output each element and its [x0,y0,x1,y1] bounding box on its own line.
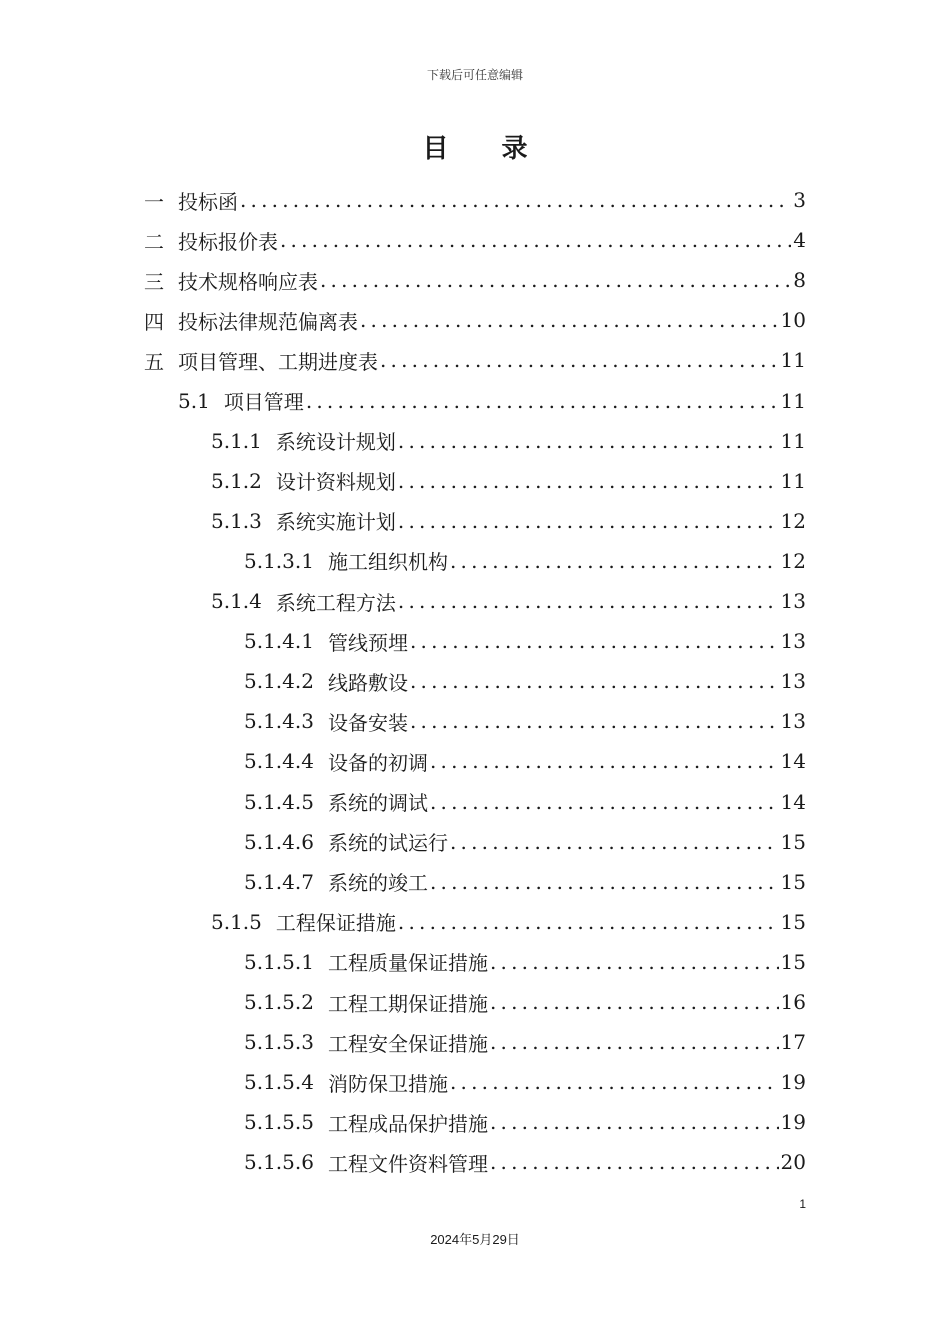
toc-entry-title: 项目管理、工期进度表 [178,349,378,374]
toc-entry-title: 工程安全保证措施 [327,1031,488,1056]
toc-entry-title: 投标报价表 [178,229,278,254]
toc-entry-number: 5.1.5.6 [244,1150,314,1175]
toc-entry[interactable] [244,862,806,902]
toc-leader-dots [398,509,779,533]
page-header-note: 下载后可任意编辑 [426,68,523,82]
toc-entry-page: 15 [780,829,806,854]
toc-entry-number: 5.1 [178,388,210,413]
toc-entry-number: 四 [144,309,164,334]
toc-entry-page: 13 [780,629,806,654]
toc-leader-dots [430,790,779,814]
toc-leader-dots [320,268,791,292]
toc-entry[interactable] [211,902,806,942]
toc-entry[interactable] [244,1142,806,1182]
toc-entry-number: 5.1.4.7 [244,869,314,894]
toc-entry-title: 设备的初调 [327,750,428,775]
toc-leader-dots [398,429,779,453]
toc-entry-number: 5.1.5.5 [244,1110,314,1135]
toc-entry-title: 施工组织机构 [327,550,448,575]
toc-leader-dots [306,389,779,413]
toc-leader-dots [490,1110,779,1134]
toc-leader-dots [410,629,779,653]
toc-leader-dots [490,990,779,1014]
toc-entry-page: 15 [780,869,806,894]
toc-entry-number: 5.1.5 [211,909,262,934]
toc-entry-title: 技术规格响应表 [178,269,318,294]
toc-entry-title: 工程保证措施 [275,911,396,936]
toc-entry[interactable] [144,340,806,380]
footer-date: 2024年5月29日 [430,1232,520,1247]
toc-entry-title: 设计资料规划 [275,470,396,495]
toc-entry-page: 10 [780,308,806,333]
toc-leader-dots [490,1150,779,1174]
toc-entry-page: 14 [780,789,806,814]
toc-leader-dots [398,469,779,493]
toc-leader-dots [450,549,779,573]
toc-entry-title: 系统的调试 [327,791,428,815]
toc-entry-number: 5.1.3.1 [244,548,314,573]
toc-entry-page: 19 [780,1070,806,1095]
toc-entry[interactable] [144,300,806,340]
toc-entry-page: 16 [780,990,806,1014]
toc-entry[interactable] [211,421,806,461]
toc-entry-number: 5.1.4.2 [244,669,314,694]
toc-entry-page: 12 [780,508,806,533]
toc-entry-number: 5.1.4.6 [244,829,314,854]
toc-entry-title: 消防保卫措施 [327,1071,448,1096]
toc-entry[interactable] [244,1062,806,1102]
toc-entry[interactable] [144,260,806,300]
toc-entry-page: 11 [780,388,806,413]
toc-entry-number: 5.1.2 [211,468,262,493]
toc-entry-title: 系统的试运行 [327,831,448,856]
toc-title: 目 录 [422,134,550,164]
toc-entry-page: 17 [780,1030,806,1055]
toc-entry-page: 11 [780,428,806,453]
toc-entry-number: 5.1.5.1 [244,949,314,974]
toc-entry[interactable] [144,220,806,260]
toc-entry-title: 工程工期保证措施 [327,991,488,1016]
toc-entry-title: 线路敷设 [327,670,408,695]
toc-entry-page: 15 [780,909,806,934]
toc-entry-title: 系统实施计划 [275,510,396,535]
toc-entry-page: 13 [780,589,806,613]
toc-entry-page: 15 [780,949,806,974]
toc-entry-title: 投标函 [178,189,238,214]
toc-entry-number: 二 [144,229,164,254]
toc-entry[interactable] [211,501,806,541]
toc-entry-title: 工程成品保护措施 [327,1111,488,1136]
toc-entry[interactable] [244,782,806,822]
toc-entry-title: 设备安装 [327,710,408,735]
toc-leader-dots [430,870,779,894]
toc-entry-title: 工程文件资料管理 [327,1151,488,1176]
toc-entry-page: 4 [793,228,806,253]
toc-entry-title: 管线预埋 [327,630,408,655]
toc-leader-dots [380,348,779,372]
toc-entry-title: 系统设计规划 [275,430,396,455]
toc-entry[interactable] [211,581,806,621]
toc-entry-number: 一 [144,189,164,214]
toc-entry-number: 5.1.5.4 [244,1070,314,1095]
toc-entry-page: 13 [780,669,806,694]
toc-entry[interactable] [211,461,806,501]
toc-entry-number: 5.1.4.4 [244,749,314,774]
toc-leader-dots [240,188,791,212]
toc-entry-title: 项目管理 [223,390,304,414]
toc-entry-page: 8 [793,268,806,293]
toc-entry[interactable] [244,701,806,741]
toc-entry-title: 投标法律规范偏离表 [178,309,358,334]
toc-leader-dots [490,1030,779,1054]
toc-leader-dots [430,749,779,773]
toc-entry[interactable] [244,822,806,862]
toc-entry-title: 系统工程方法 [275,590,396,615]
toc-entry[interactable] [244,741,806,781]
toc-entry-number: 5.1.5.2 [244,990,314,1014]
toc-entry-number: 5.1.1 [211,428,262,453]
toc-entry-page: 13 [780,709,806,734]
toc-entry[interactable] [244,1102,806,1142]
toc-leader-dots [398,589,779,613]
toc-leader-dots [280,228,791,252]
toc-leader-dots [450,1070,779,1094]
toc-entry[interactable] [244,982,806,1022]
page-number: 1 [799,1197,806,1211]
toc-entry[interactable] [244,661,806,701]
toc-entry-number: 5.1.4.1 [244,629,314,654]
toc-leader-dots [450,830,779,854]
toc-entry[interactable] [244,1022,806,1062]
toc-leader-dots [410,709,779,733]
toc-entry-number: 5.1.4.3 [244,709,314,734]
toc-entry-page: 19 [780,1110,806,1135]
toc-entry-number: 5.1.5.3 [244,1030,314,1055]
toc-entry[interactable] [178,381,806,421]
toc-entry-page: 11 [780,468,806,493]
toc-entry-title: 工程质量保证措施 [327,951,488,976]
toc-entry[interactable] [244,541,806,581]
toc-entry[interactable] [144,180,806,220]
toc-leader-dots [360,308,779,332]
toc-entry-number: 5.1.4 [211,589,262,613]
toc-entry[interactable] [244,942,806,982]
toc-entry-title: 系统的竣工 [327,871,428,896]
toc-entry-page: 3 [793,188,806,212]
toc-entry-page: 14 [780,749,806,774]
toc-entry-number: 5.1.4.5 [244,789,314,814]
toc-entry-number: 5.1.3 [211,508,262,533]
toc-entry-page: 20 [780,1150,806,1175]
toc-leader-dots [490,950,779,974]
toc-leader-dots [410,669,779,693]
toc-entry-page: 12 [780,548,806,573]
toc-entry[interactable] [244,621,806,661]
toc-entry-number: 五 [144,349,164,374]
toc-leader-dots [398,910,779,934]
toc-entry-page: 11 [780,348,806,373]
toc-entry-number: 三 [144,269,164,294]
